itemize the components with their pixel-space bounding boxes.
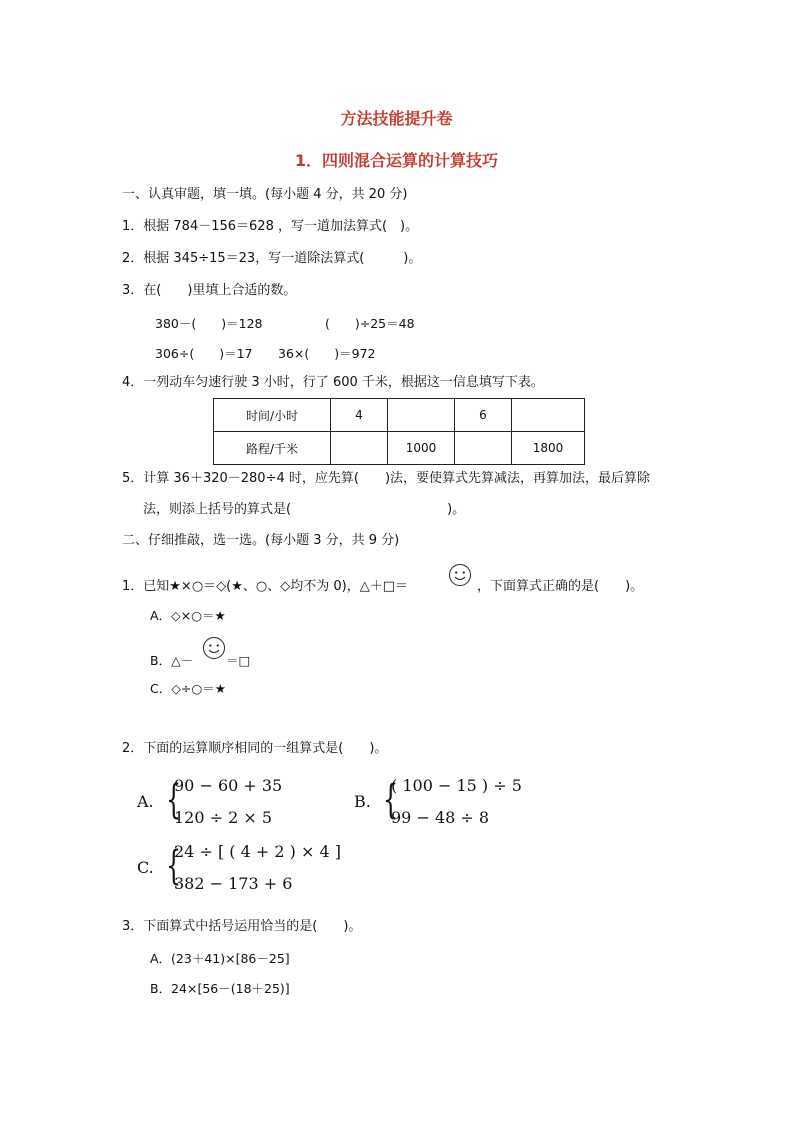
option-2-2-a-brace: { — [166, 777, 182, 823]
option-2-2-b-brace: { — [383, 777, 399, 823]
option-2-2-c-line2: 382 − 173 + 6 — [174, 874, 293, 893]
fill-item-2: ( )÷25＝48 — [325, 316, 415, 331]
option-2-2-c-line1: 24 ÷ [ ( 4 + 2 ) × 4 ] — [174, 842, 341, 861]
option-2-2-b-line2: 99 − 48 ÷ 8 — [391, 808, 490, 827]
fill-item-1: 380－( )＝128 — [155, 316, 263, 331]
option-2-2-c-brace: { — [166, 843, 182, 889]
question-1-3: 3．在( )里填上合适的数。 — [122, 283, 297, 298]
page-title: 方法技能提升卷 — [340, 109, 453, 128]
option-2-2-b-label: B. — [354, 792, 371, 811]
table-cell: 路程/千米 — [214, 432, 331, 465]
smiley-icon — [202, 636, 226, 660]
question-1-5-line2: 法，则添上括号的算式是( )。 — [143, 502, 466, 517]
question-1-5-line1: 5．计算 36＋320－280÷4 时，应先算( )法，要使算式先算减法，再算加法，最后算除 — [122, 471, 651, 486]
option-2-2-a-label: A. — [137, 792, 154, 811]
question-2-3-text: 3．下面算式中括号运用恰当的是( )。 — [122, 919, 362, 934]
option-2-3-b: B．24×[56－(18＋25)] — [150, 981, 290, 996]
fill-item-3: 306÷( )＝17 — [155, 346, 253, 361]
table-row — [214, 399, 585, 432]
question-1-2: 2．根据 345÷15＝23，写一道除法算式( )。 — [122, 251, 422, 266]
table-cell: 1000 — [388, 432, 455, 465]
option-2-3-a: A．(23＋41)×[86－25] — [150, 951, 290, 966]
question-2-1-text-after: ，下面算式正确的是( )。 — [477, 579, 644, 594]
option-2-2-c-label: C. — [137, 858, 154, 877]
table-cell: 4 — [331, 399, 388, 432]
option-2-2-a-line1: 90 − 60 + 35 — [174, 776, 283, 795]
option-2-2-a-line2: 120 ÷ 2 × 5 — [174, 808, 273, 827]
table-cell — [455, 432, 512, 465]
question-2-2-text: 2．下面的运算顺序相同的一组算式是( )。 — [122, 741, 388, 756]
option-2-2-b-line1: ( 100 − 15 ) ÷ 5 — [391, 776, 522, 795]
table-cell: 时间/小时 — [214, 399, 331, 432]
table-cell — [512, 399, 585, 432]
section2-heading: 二、仔细推敲，选一选。(每小题 3 分，共 9 分) — [122, 533, 400, 548]
table-cell: 6 — [455, 399, 512, 432]
option-2-1-b-post: ＝□ — [226, 653, 251, 668]
question-2-1-text: 1．已知★×○＝◇(★、○、◇均不为 0)，△＋□＝ — [122, 579, 408, 594]
table-row — [214, 432, 585, 465]
fill-item-4: 36×( )＝972 — [278, 346, 376, 361]
table-cell: 1800 — [512, 432, 585, 465]
question-1-1: 1．根据 784－156＝628 ，写一道加法算式( )。 — [122, 219, 419, 234]
question-1-4: 4．一列动车匀速行驶 3 小时，行了 600 千米，根据这一信息填写下表。 — [122, 375, 544, 390]
table-cell — [388, 399, 455, 432]
time-distance-table — [213, 398, 585, 465]
page-subtitle: 1．四则混合运算的计算技巧 — [294, 151, 499, 170]
option-2-1-a: A．◇×○＝★ — [150, 608, 226, 623]
section1-heading: 一、认真审题，填一填。(每小题 4 分，共 20 分) — [122, 187, 408, 202]
table-cell — [331, 432, 388, 465]
option-2-1-b-pre: B．△－ — [150, 653, 194, 668]
option-2-1-c: C．◇÷○＝★ — [150, 681, 226, 696]
smiley-icon — [448, 563, 472, 587]
